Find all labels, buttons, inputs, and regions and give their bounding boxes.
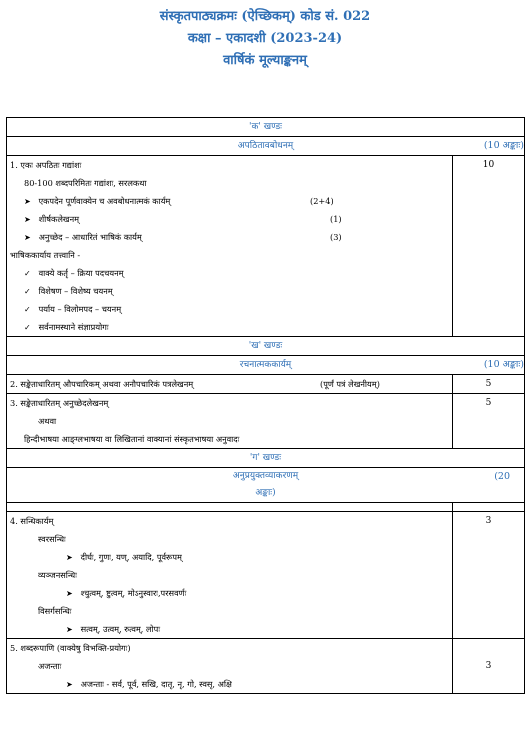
q4-label: 4. सन्धिकार्यम् (10, 516, 54, 526)
arrow-icon: ➤ (66, 679, 73, 689)
section-ka-khand: 'क' खण्डः (7, 118, 525, 137)
section-ga-khand: 'ग' खण्डः (7, 449, 525, 468)
visarga-label: विसर्गसन्धिः (38, 606, 72, 616)
section-ga-title-row (7, 468, 525, 503)
list-item (10, 620, 449, 638)
q3-label: 3. सङ्केताधारितम् अनुच्छेदलेखनम् (10, 398, 109, 408)
section-kha-khand: 'ख' खण्डः (7, 337, 525, 356)
section-kha-title: रचनात्मककार्यम् (239, 360, 292, 370)
bullet-marks: (1) (330, 214, 342, 224)
q5-row (7, 639, 525, 694)
section-ka-content-row (7, 156, 525, 337)
check-icon: ✓ (24, 286, 31, 296)
or-label: अथवा (38, 416, 57, 426)
check-icon: ✓ (24, 322, 31, 332)
list-item (10, 318, 449, 336)
q2-note: (पूर्णं पत्रं लेखनीयम्) (320, 379, 380, 389)
q1-label: 1. एकः अपठितः गद्यांशः (10, 160, 82, 170)
check-icon: ✓ (24, 268, 31, 278)
q2-row (7, 375, 525, 394)
q1-sub: 80-100 शब्दपरिमितः गद्यांशः, सरलकथा (24, 178, 147, 188)
list-item (10, 548, 449, 566)
q5-label: 5. शब्दरूपाणि (वाक्येषु विभक्ति-प्रयोगः) (10, 643, 131, 653)
arrow-icon: ➤ (66, 588, 73, 598)
bullet-text: एकपदेन पूर्णवाक्येन च अवबोधनात्मकं कार्यम् (38, 196, 171, 206)
section-ga-title: अनुप्रयुक्तव्याकरणम् (232, 471, 299, 481)
section-ka-title: अपठितावबोधनम् (237, 141, 294, 151)
section-ka-title-row (7, 137, 525, 156)
class-title: कक्षा – एकादशी (2023-24) (187, 31, 343, 46)
arrow-icon: ➤ (24, 196, 31, 206)
check-icon: ✓ (24, 304, 31, 314)
item-text: पर्याय – विलोमपद – चयनम् (38, 304, 122, 314)
list-item (10, 584, 449, 602)
lang-elements-label: भाषिककार्याय तत्त्वानि - (10, 250, 81, 260)
q5-marks: 3 (453, 639, 525, 694)
q1-marks: 10 (453, 156, 525, 337)
item-text: दीर्घः, गुणः, यण्, अयादि, पूर्वरूपम् (80, 552, 182, 562)
section-ga-heading-row (7, 449, 525, 468)
ajanta-label: अजन्ताः (38, 661, 62, 671)
list-item (10, 264, 449, 282)
arrow-icon: ➤ (24, 214, 31, 224)
item-text: श्चुत्वम्, ष्टुत्वम्, मोऽनुस्वारः,परसवर्णः (80, 588, 187, 598)
section-kha-heading-row (7, 337, 525, 356)
item-text: विशेषण – विशेष्य चयनम् (38, 286, 113, 296)
list-item (10, 300, 449, 318)
syllabus-title: संस्कृतपाठ्यक्रमः (ऐच्छिकम्) कोड सं. 022 (159, 9, 371, 24)
syllabus-table (6, 117, 525, 694)
list-item (10, 675, 449, 693)
list-item (10, 228, 449, 246)
section-kha-marks: (10 अङ्काः) (483, 359, 524, 370)
item-text: अजन्ताः - सर्व, पूर्व, सखि, दातृ, नृ, गो, स्वसृ, अक्षि (80, 679, 232, 689)
list-item (10, 192, 449, 210)
list-item (10, 282, 449, 300)
evaluation-title: वार्षिकं मूल्याङ्कनम् (223, 53, 307, 68)
q2-marks: 5 (453, 375, 525, 394)
q3-row (7, 394, 525, 449)
bullet-text: अनुच्छेद – आधारितं भाषिकं कार्यम् (38, 232, 142, 242)
arrow-icon: ➤ (66, 624, 73, 634)
q2-label: 2. सङ्केताधारितम् औपचारिकम् अथवा अनौपचारिकं पत्रलेखनम् (10, 379, 194, 389)
q4-row (7, 512, 525, 639)
bullet-marks: (2+4) (310, 196, 334, 206)
page-header (0, 0, 530, 72)
item-text: सत्वम्, उत्वम्, रुत्वम्, लोपः (80, 624, 160, 634)
item-text: वाक्ये कर्तृ – क्रिया पदचयनम् (38, 268, 124, 278)
section-ga-marks-cont: अङ्काः) (255, 488, 276, 498)
item-text: सर्वनामस्थाने संज्ञाप्रयोगः (38, 322, 109, 332)
section-ka-heading-row (7, 118, 525, 137)
q4-marks: 3 (453, 512, 525, 639)
list-item (10, 210, 449, 228)
arrow-icon: ➤ (24, 232, 31, 242)
swara-label: स्वरसन्धिः (38, 534, 66, 544)
section-ga-marks: (20 (494, 471, 510, 482)
arrow-icon: ➤ (66, 552, 73, 562)
translation-label: हिन्दीभाषया आङ्ग्लभाषया वा लिखितानां वाक्यानां संस्कृतभाषया अनुवादः (24, 434, 240, 444)
section-ka-marks: (10 अङ्काः) (483, 140, 524, 151)
q3-marks: 5 (453, 394, 525, 449)
bullet-text: शीर्षकलेखनम् (38, 214, 80, 224)
section-ka-content (7, 156, 453, 337)
bullet-marks: (3) (330, 232, 342, 242)
vyanjana-label: व्यञ्जनसन्धिः (38, 570, 77, 580)
section-kha-title-row (7, 356, 525, 375)
